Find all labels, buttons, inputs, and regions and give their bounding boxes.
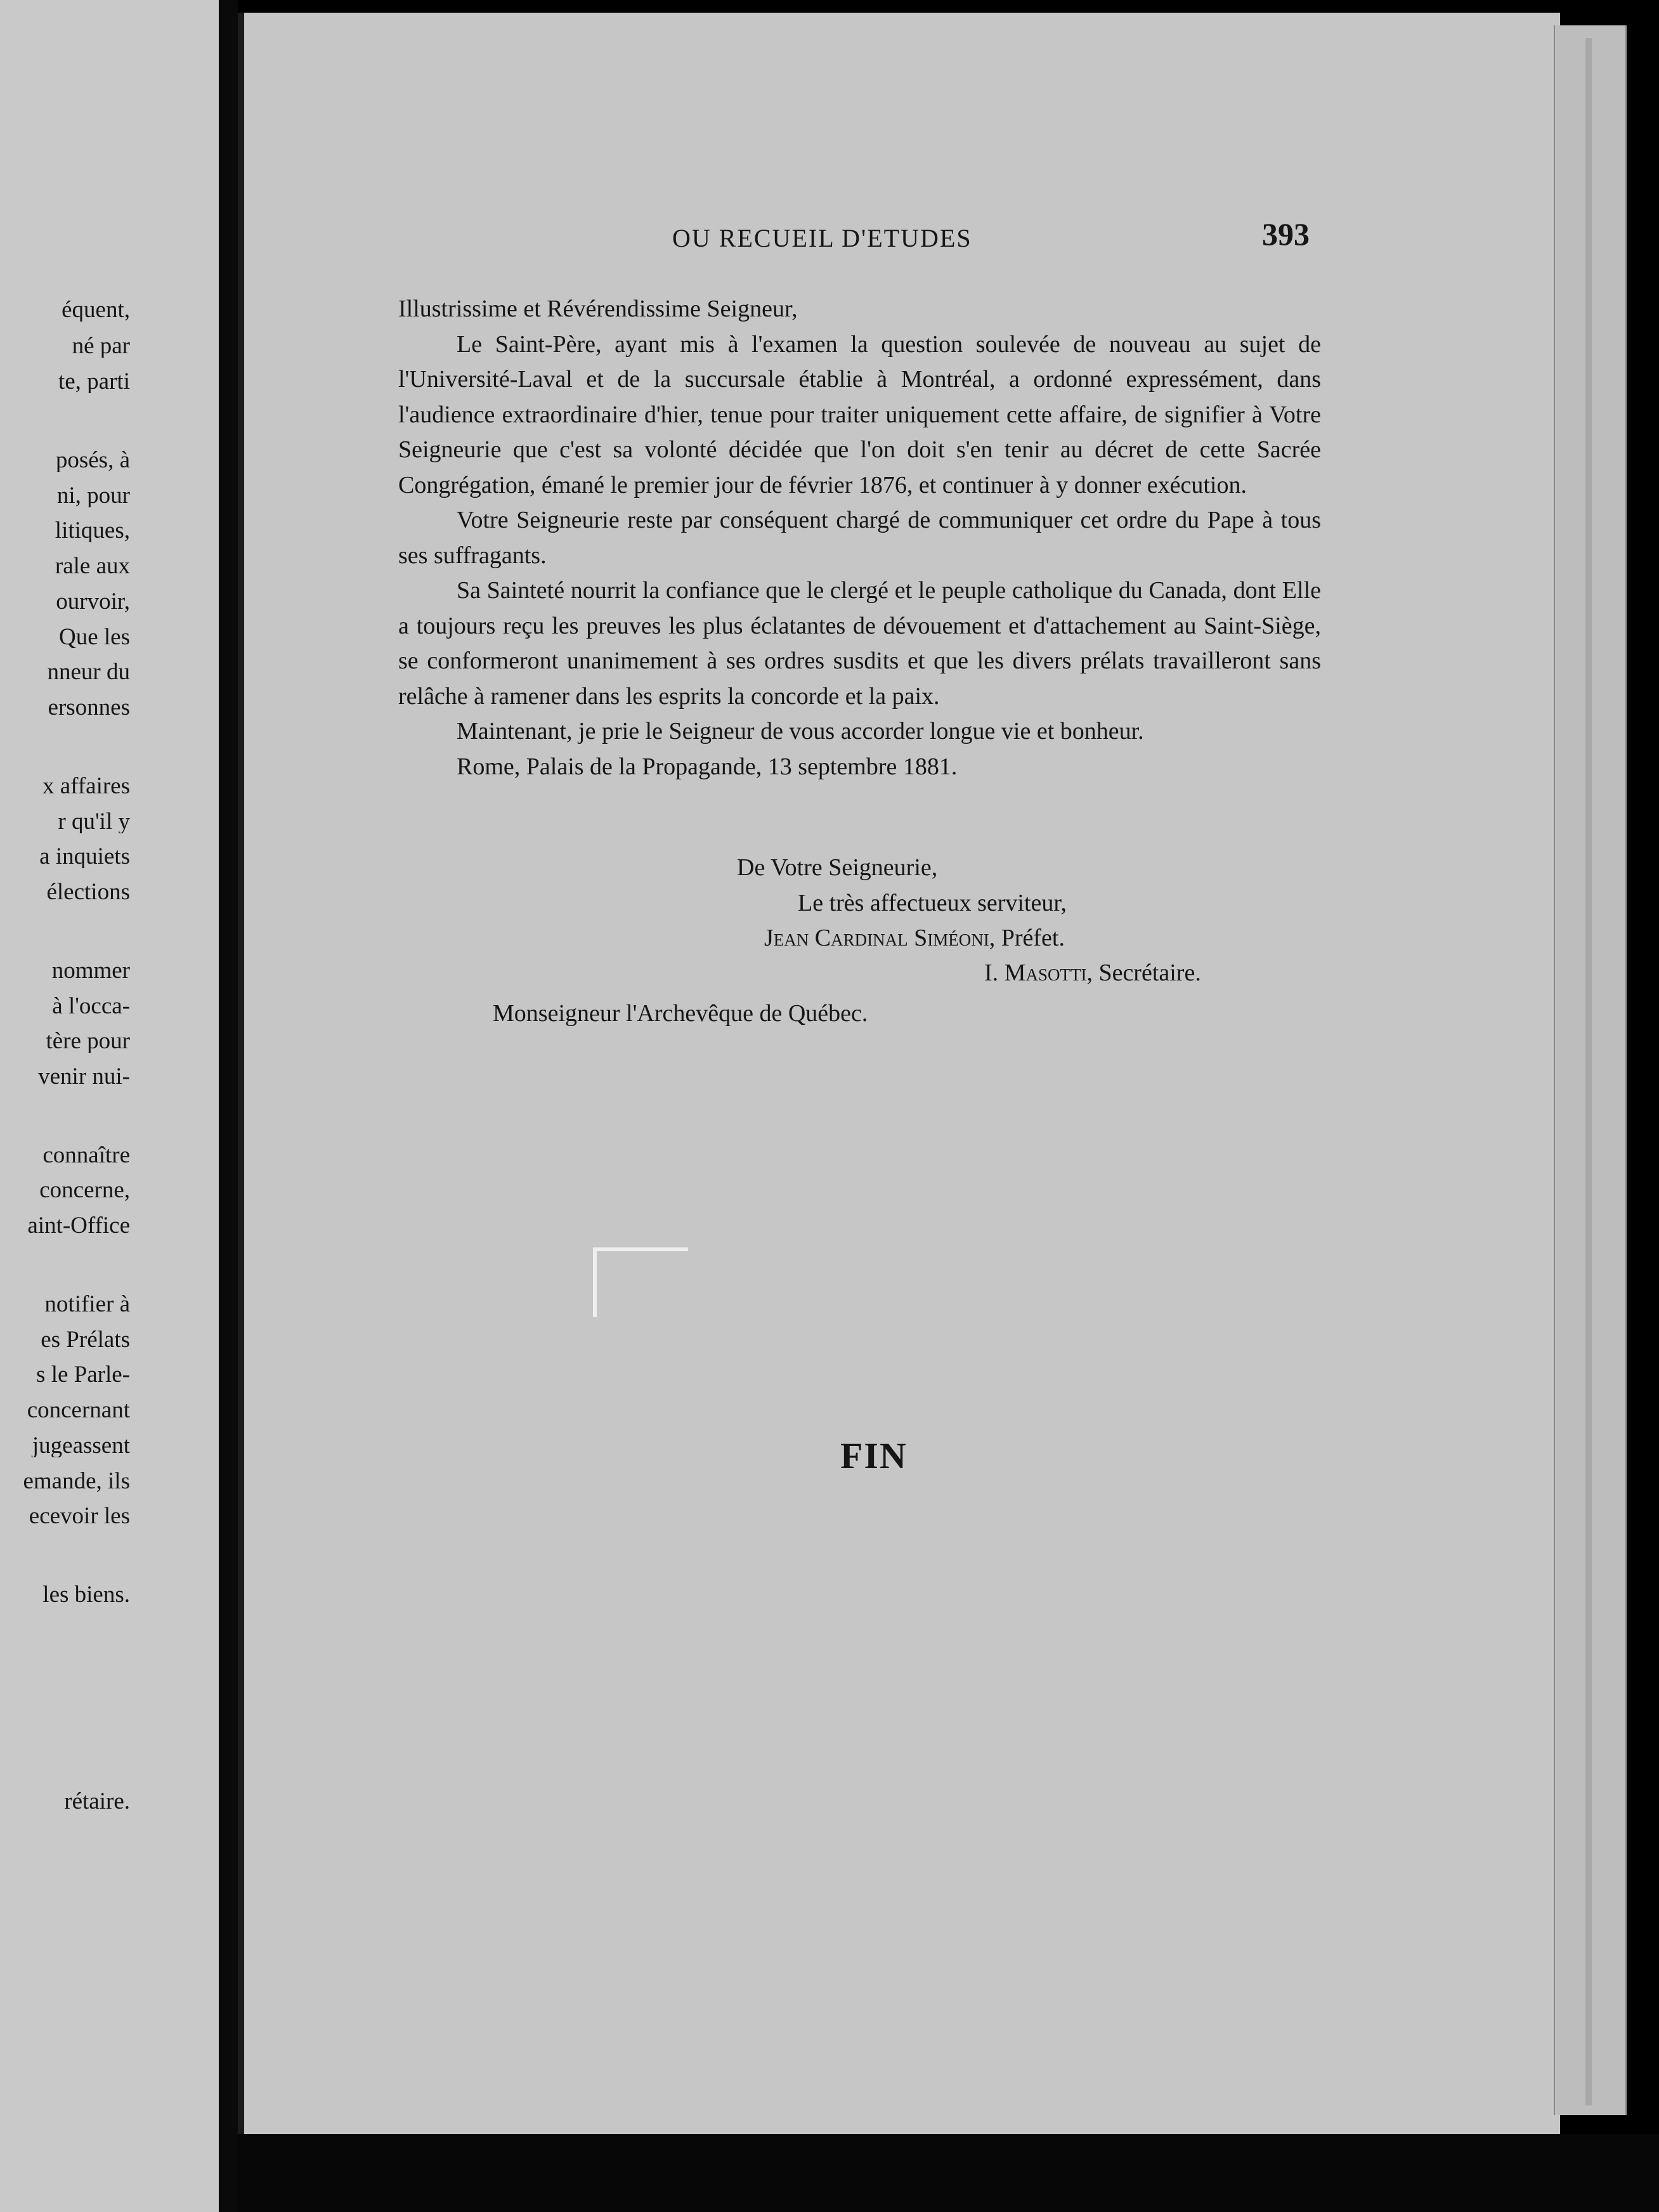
left-page-line: rale aux	[55, 554, 130, 578]
dateline: Rome, Palais de la Propagande, 13 septembre 1881.	[457, 753, 958, 780]
addressee: Monseigneur l'Archevêque de Québec.	[493, 1000, 868, 1027]
left-page-line: ni, pour	[56, 484, 130, 507]
closing-servant: Le très affectueux serviteur,	[798, 890, 1067, 916]
signature-secretary	[984, 959, 1201, 987]
left-page-line: aint-Office	[27, 1214, 130, 1237]
left-page-line: jugeassent	[32, 1434, 130, 1457]
left-page-line: r qu'il y	[58, 810, 130, 833]
left-page-line: connaître	[42, 1143, 130, 1167]
left-page-line: à l'occa-	[52, 994, 130, 1018]
left-page-line: x affaires	[42, 774, 130, 798]
paragraph-3: Sa Sainteté nourrit la confiance que le clergé et le peuple catholique du Canada, dont Elle a toujours reçu les preuves les plus éclatantes de dévouement et d'attachement au Saint-Siège, se conformeront unanimement à ses ordres susdits et que les divers prélats travailleront sans relâche à ramener dans les esprits la concorde et la paix.	[398, 577, 1321, 710]
left-page-line: es Prélats	[41, 1328, 130, 1351]
salutation: Illustrissime et Révérendissime Seigneur,	[398, 296, 798, 322]
left-page-line: litiques,	[55, 519, 130, 542]
book-gutter	[219, 0, 238, 2212]
signature-prefect-name: Jean Cardinal Siméoni	[764, 925, 989, 951]
left-page-line: emande, ils	[23, 1469, 130, 1493]
page-number: 393	[1262, 216, 1310, 252]
left-page-line: tère pour	[46, 1029, 130, 1053]
left-page-line: ourvoir,	[56, 590, 130, 613]
signature-secretary-name: I. Masotti	[984, 960, 1087, 986]
left-facing-page	[0, 0, 219, 2212]
left-page-line: s le Parle-	[36, 1363, 130, 1386]
signature-prefect	[764, 924, 1065, 952]
signature-prefect-title: , Préfet.	[989, 925, 1065, 951]
scan-artifact	[593, 1247, 597, 1317]
signature-secretary-title: , Secrétaire.	[1086, 960, 1201, 986]
left-page-line: né par	[72, 334, 130, 358]
left-page-line: venir nui-	[38, 1065, 130, 1088]
paragraph-1: Le Saint-Père, ayant mis à l'examen la question soulevée de nouveau au sujet de l'Université-Laval et de la succursale établie à Montréal, a ordonné expressément, dans l'audience extraordinaire d'hier, tenue pour traiter uniquement cette affaire, de signifier à Votre Seigneurie que c'est sa volonté décidée que l'on doit s'en tenir au décret de cette Sacrée Congrégation, émané le premier jour de février 1876, et continuer à y donner exécution.	[398, 330, 1321, 498]
scan-border	[238, 2134, 1659, 2212]
left-page-line: Que les	[59, 625, 130, 649]
left-page-line: notifier à	[44, 1292, 130, 1316]
end-mark: FIN	[840, 1435, 908, 1476]
running-title: OU RECUEIL D'ETUDES	[672, 224, 972, 252]
paragraph-4: Maintenant, je prie le Seigneur de vous accorder longue vie et bonheur.	[457, 718, 1144, 745]
left-page-line: élections	[46, 880, 130, 904]
closing: De Votre Seigneurie,	[737, 854, 938, 881]
left-page-line: nommer	[51, 959, 130, 982]
page-edge-shadow	[1585, 38, 1592, 2105]
left-page-line: équent,	[62, 298, 130, 322]
left-page-line: nneur du	[47, 660, 130, 684]
left-page-line: posés, à	[55, 448, 130, 472]
left-page-line: concernant	[27, 1398, 130, 1422]
left-page-line: ersonnes	[48, 696, 130, 719]
left-page-line: te, parti	[58, 370, 130, 393]
left-page-line: a inquiets	[39, 845, 130, 868]
scan-artifact	[593, 1247, 688, 1251]
letter-body	[398, 292, 1321, 784]
paragraph-2: Votre Seigneurie reste par conséquent chargé de communiquer cet ordre du Pape à tous ses suffragants.	[398, 507, 1321, 569]
left-page-line: ecevoir les	[29, 1504, 130, 1528]
left-page-line: les biens.	[42, 1583, 130, 1606]
left-page-line: concerne,	[39, 1178, 130, 1202]
left-page-line: rétaire.	[64, 1790, 130, 1813]
